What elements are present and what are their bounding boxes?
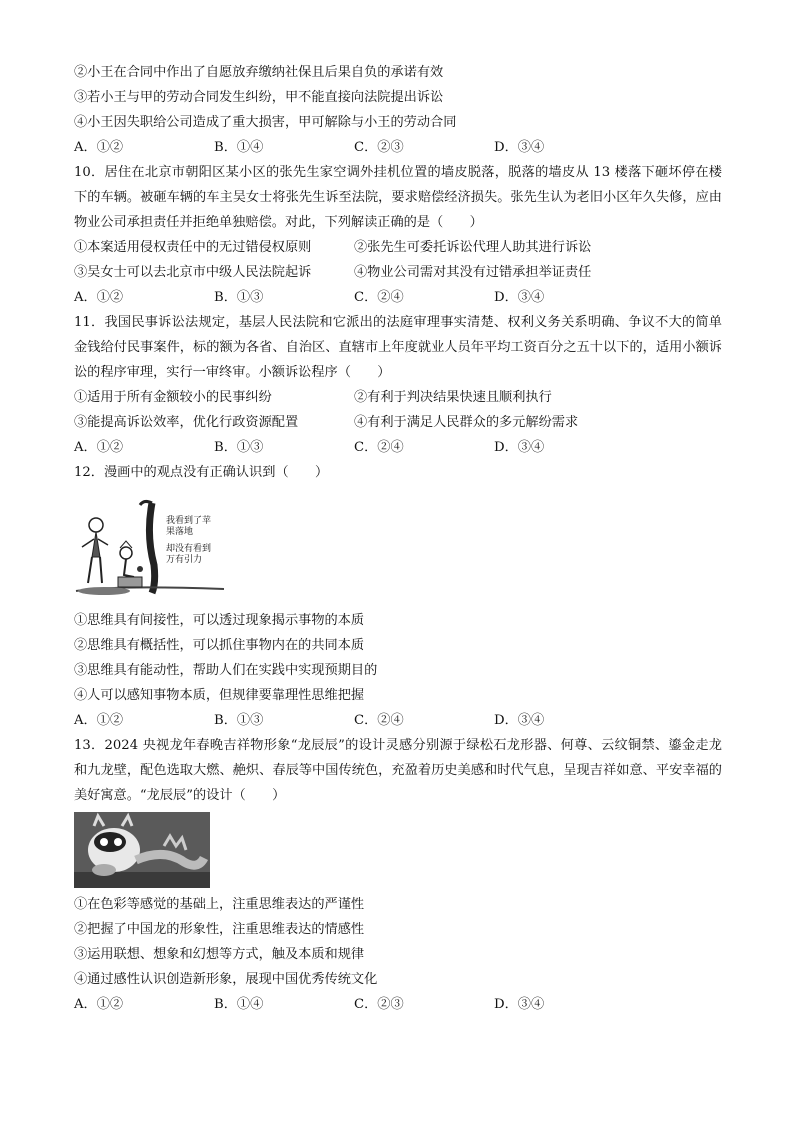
q13-statement-3: ③运用联想、想象和幻想等方式，触及本质和规律 [74, 947, 365, 962]
q11-option-b[interactable]: B．①③ [214, 440, 264, 455]
q9-option-c[interactable]: C．②③ [354, 140, 404, 155]
q10-statement-3: ③吴女士可以去北京市中级人民法院起诉 [74, 265, 312, 280]
q10-option-b[interactable]: B．①③ [214, 290, 264, 305]
q12-option-c[interactable]: C．②④ [354, 713, 404, 728]
q12-statement-1: ①思维具有间接性，可以透过现象揭示事物的本质 [74, 613, 365, 628]
q12-option-b[interactable]: B．①③ [214, 713, 264, 728]
q11-statement-4: ④有利于满足人民群众的多元解纷需求 [354, 415, 579, 430]
q12-option-d[interactable]: D．③④ [494, 713, 545, 728]
cartoon-caption-1: 我看到了苹果落地 [166, 516, 212, 537]
q13-stem: 13．2024 央视龙年春晚吉祥物形象“龙辰辰”的设计灵感分别源于绿松石龙形器、何尊、云纹铜禁、鎏金走龙和九龙壁，配色选取大燃、赩炽、春辰等中国传统色，充盈着历史美感和时代气息，呈现吉祥如意、平安幸福的美好寓意。“龙辰辰”的设计（ ） [74, 738, 722, 803]
q9-statement-4: ④小王因失职给公司造成了重大损害，甲可解除与小王的劳动合同 [74, 115, 457, 130]
q10-option-a[interactable]: A．①② [74, 290, 124, 305]
q10-statement-2: ②张先生可委托诉讼代理人助其进行诉讼 [354, 240, 592, 255]
q11-option-a[interactable]: A．①② [74, 440, 124, 455]
q9-statement-3: ③若小王与甲的劳动合同发生纠纷，甲不能直接向法院提出诉讼 [74, 90, 444, 105]
q9-option-b[interactable]: B．①④ [214, 140, 264, 155]
q11-statement-3: ③能提高诉讼效率，优化行政资源配置 [74, 415, 299, 430]
q10-stem: 10．居住在北京市朝阳区某小区的张先生家空调外挂机位置的墙皮脱落，脱落的墙皮从 13 楼落下砸坏停在楼下的车辆。被砸车辆的车主吴女士将张先生诉至法院，要求赔偿经济损失。张先生认为老旧小区年久失修，应由物业公司承担责任并拒绝单独赔偿。对此，下列解读正确的是（ ） [74, 165, 722, 230]
cartoon-caption-2: 却没有看到万有引力 [166, 544, 212, 565]
q10-option-c[interactable]: C．②④ [354, 290, 404, 305]
q9-statement-2: ②小王在合同中作出了自愿放弃缴纳社保且后果自负的承诺有效 [74, 65, 444, 80]
q11-stem: 11．我国民事诉讼法规定，基层人民法院和它派出的法庭审理事实清楚、权利义务关系明确、争议不大的简单金钱给付民事案件，标的额为各省、自治区、直辖市上年度就业人员年平均工资百分之五十以下的，适用小额诉讼的程序审理，实行一审终审。小额诉讼程序（ ） [74, 315, 722, 380]
q13-option-a[interactable]: A．①② [74, 997, 124, 1012]
q13-statement-2: ②把握了中国龙的形象性，注重思维表达的情感性 [74, 922, 365, 937]
q12-statement-2: ②思维具有概括性，可以抓住事物内在的共同本质 [74, 638, 365, 653]
q10-option-d[interactable]: D．③④ [494, 290, 545, 305]
q10-statement-1: ①本案适用侵权责任中的无过错侵权原则 [74, 240, 312, 255]
q12-statement-4: ④人可以感知事物本质，但规律要靠理性思维把握 [74, 688, 365, 703]
q9-option-d[interactable]: D．③④ [494, 140, 545, 155]
q10-statement-4: ④物业公司需对其没有过错承担举证责任 [354, 265, 592, 280]
q12-statement-3: ③思维具有能动性，帮助人们在实践中实现预期目的 [74, 663, 378, 678]
q12-cartoon-image [74, 495, 226, 598]
q13-option-c[interactable]: C．②③ [354, 997, 404, 1012]
q11-statement-2: ②有利于判决结果快速且顺利执行 [354, 390, 552, 405]
q13-statement-1: ①在色彩等感觉的基础上，注重思维表达的严谨性 [74, 897, 365, 912]
q13-statement-4: ④通过感性认识创造新形象，展现中国优秀传统文化 [74, 972, 378, 987]
q11-option-c[interactable]: C．②④ [354, 440, 404, 455]
mascot-illustration [74, 812, 210, 888]
q11-option-d[interactable]: D．③④ [494, 440, 545, 455]
cartoon-illustration [74, 495, 226, 598]
q13-option-d[interactable]: D．③④ [494, 997, 545, 1012]
q9-option-a[interactable]: A．①② [74, 140, 124, 155]
q13-mascot-image [74, 812, 210, 888]
q11-statement-1: ①适用于所有金额较小的民事纠纷 [74, 390, 272, 405]
q13-option-b[interactable]: B．①④ [214, 997, 264, 1012]
q12-option-a[interactable]: A．①② [74, 713, 124, 728]
q12-stem: 12．漫画中的观点没有正确认识到（ ） [74, 465, 329, 480]
